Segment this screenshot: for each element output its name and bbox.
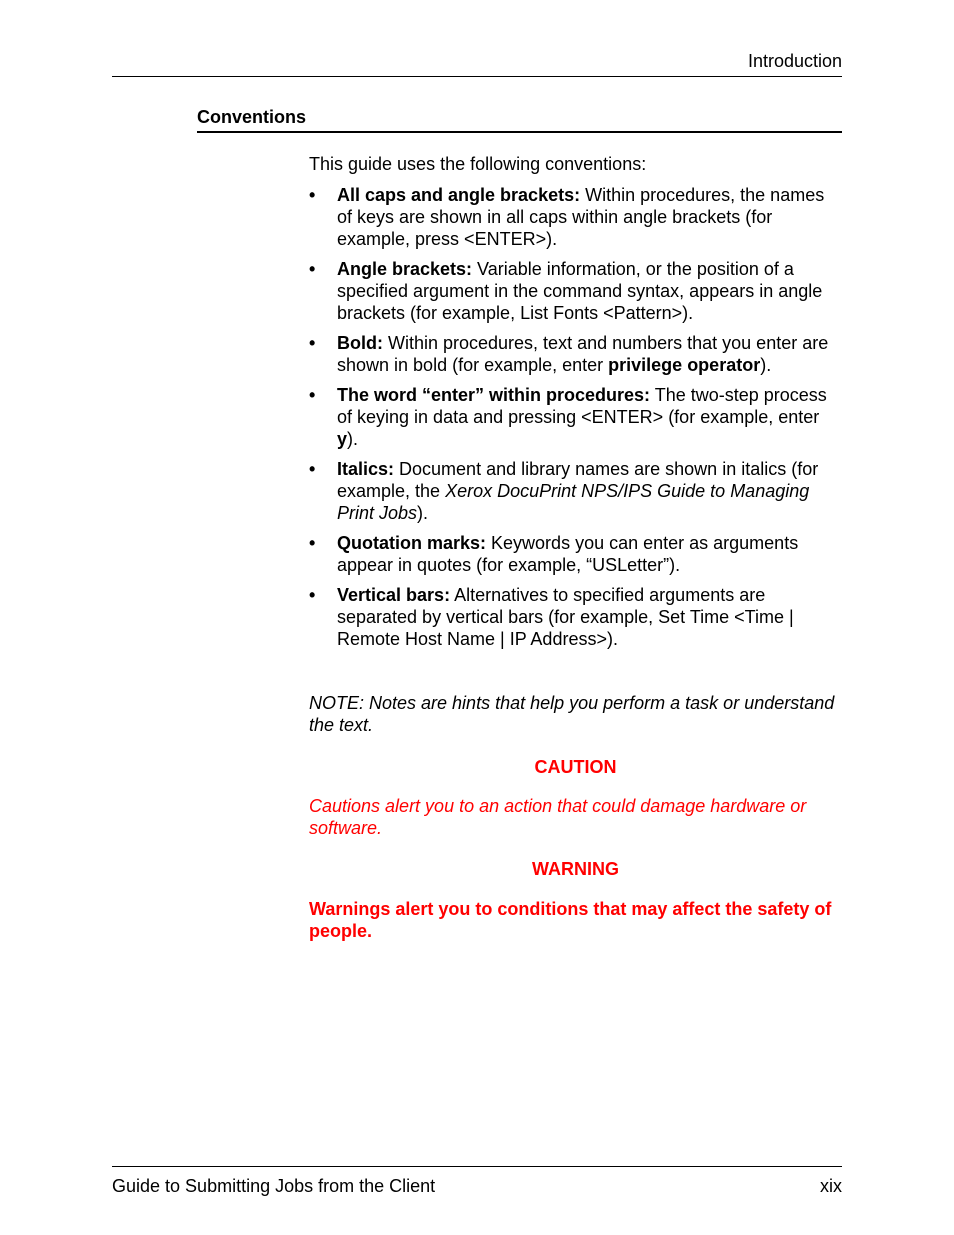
item-label: All caps and angle brackets: [337,185,581,205]
header-rule [112,76,842,77]
item-label: Quotation marks: [337,533,487,553]
list-item-vertical-bars [309,584,842,650]
item-text: Within procedures, text and numbers that you enter are shown in bold (for example, enter [337,333,829,375]
footer-title: Guide to Submitting Jobs from the Client [112,1176,436,1196]
list-item-italics [309,458,842,524]
caution-heading: CAUTION [534,757,617,777]
list-item-all-caps [309,184,842,250]
footer-rule [112,1166,842,1167]
item-text-end: ). [760,355,772,375]
item-label: The word “enter” within procedures: [337,385,651,405]
item-bold-example: privilege operator [608,355,761,375]
list-item-bold [309,332,842,376]
section-rule [197,131,842,133]
item-text: Variable information, or the position of a specified argument in the command syntax, appears in angle brackets (for example, List Fonts <Pattern>). [337,259,823,323]
item-text-end: ). [417,503,429,523]
warning-text: Warnings alert you to conditions that may affect the safety of people. [309,899,832,941]
item-label: Italics: [337,459,395,479]
list-item-angle-brackets [309,258,842,324]
intro-text: This guide uses the following conventions: [309,154,647,174]
caution-text: Cautions alert you to an action that could damage hardware or software. [309,796,807,838]
running-header: Introduction [747,51,842,71]
bullet-icon: • [309,585,316,605]
item-text: Document and library names are shown in italics (for example, the [337,459,819,501]
warning-heading: WARNING [532,859,619,879]
conventions-list [309,184,842,650]
list-item-quotation-marks [309,532,842,576]
conventions-content [309,153,842,658]
item-text: Within procedures, the names of keys are shown in all caps within angle brackets (for example, press <ENTER>). [337,185,825,249]
section-title: Conventions [197,107,307,127]
item-italic-example: Xerox DocuPrint NPS/IPS Guide to Managing Print Jobs [337,481,810,523]
bullet-icon: • [309,185,316,205]
item-text-end: ). [347,429,359,449]
item-label: Angle brackets: [337,259,473,279]
list-item-word-enter [309,384,842,450]
page-number: xix [820,1176,842,1196]
item-text: Keywords you can enter as arguments appear in quotes (for example, “USLetter”). [337,533,799,575]
bullet-icon: • [309,459,316,479]
note-text: NOTE: Notes are hints that help you perform a task or understand the text. [309,693,835,735]
item-label: Vertical bars: [337,585,451,605]
item-bold-example: y [337,429,348,449]
bullet-icon: • [309,333,316,353]
bullet-icon: • [309,385,316,405]
item-text: Alternatives to specified arguments are separated by vertical bars (for example, Set Time <Time | Remote Host Name | IP Address>). [337,585,794,649]
item-text: The two-step process of keying in data and pressing <ENTER> (for example, enter [337,385,827,427]
bullet-icon: • [309,533,316,553]
item-label: Bold: [337,333,383,353]
bullet-icon: • [309,259,316,279]
